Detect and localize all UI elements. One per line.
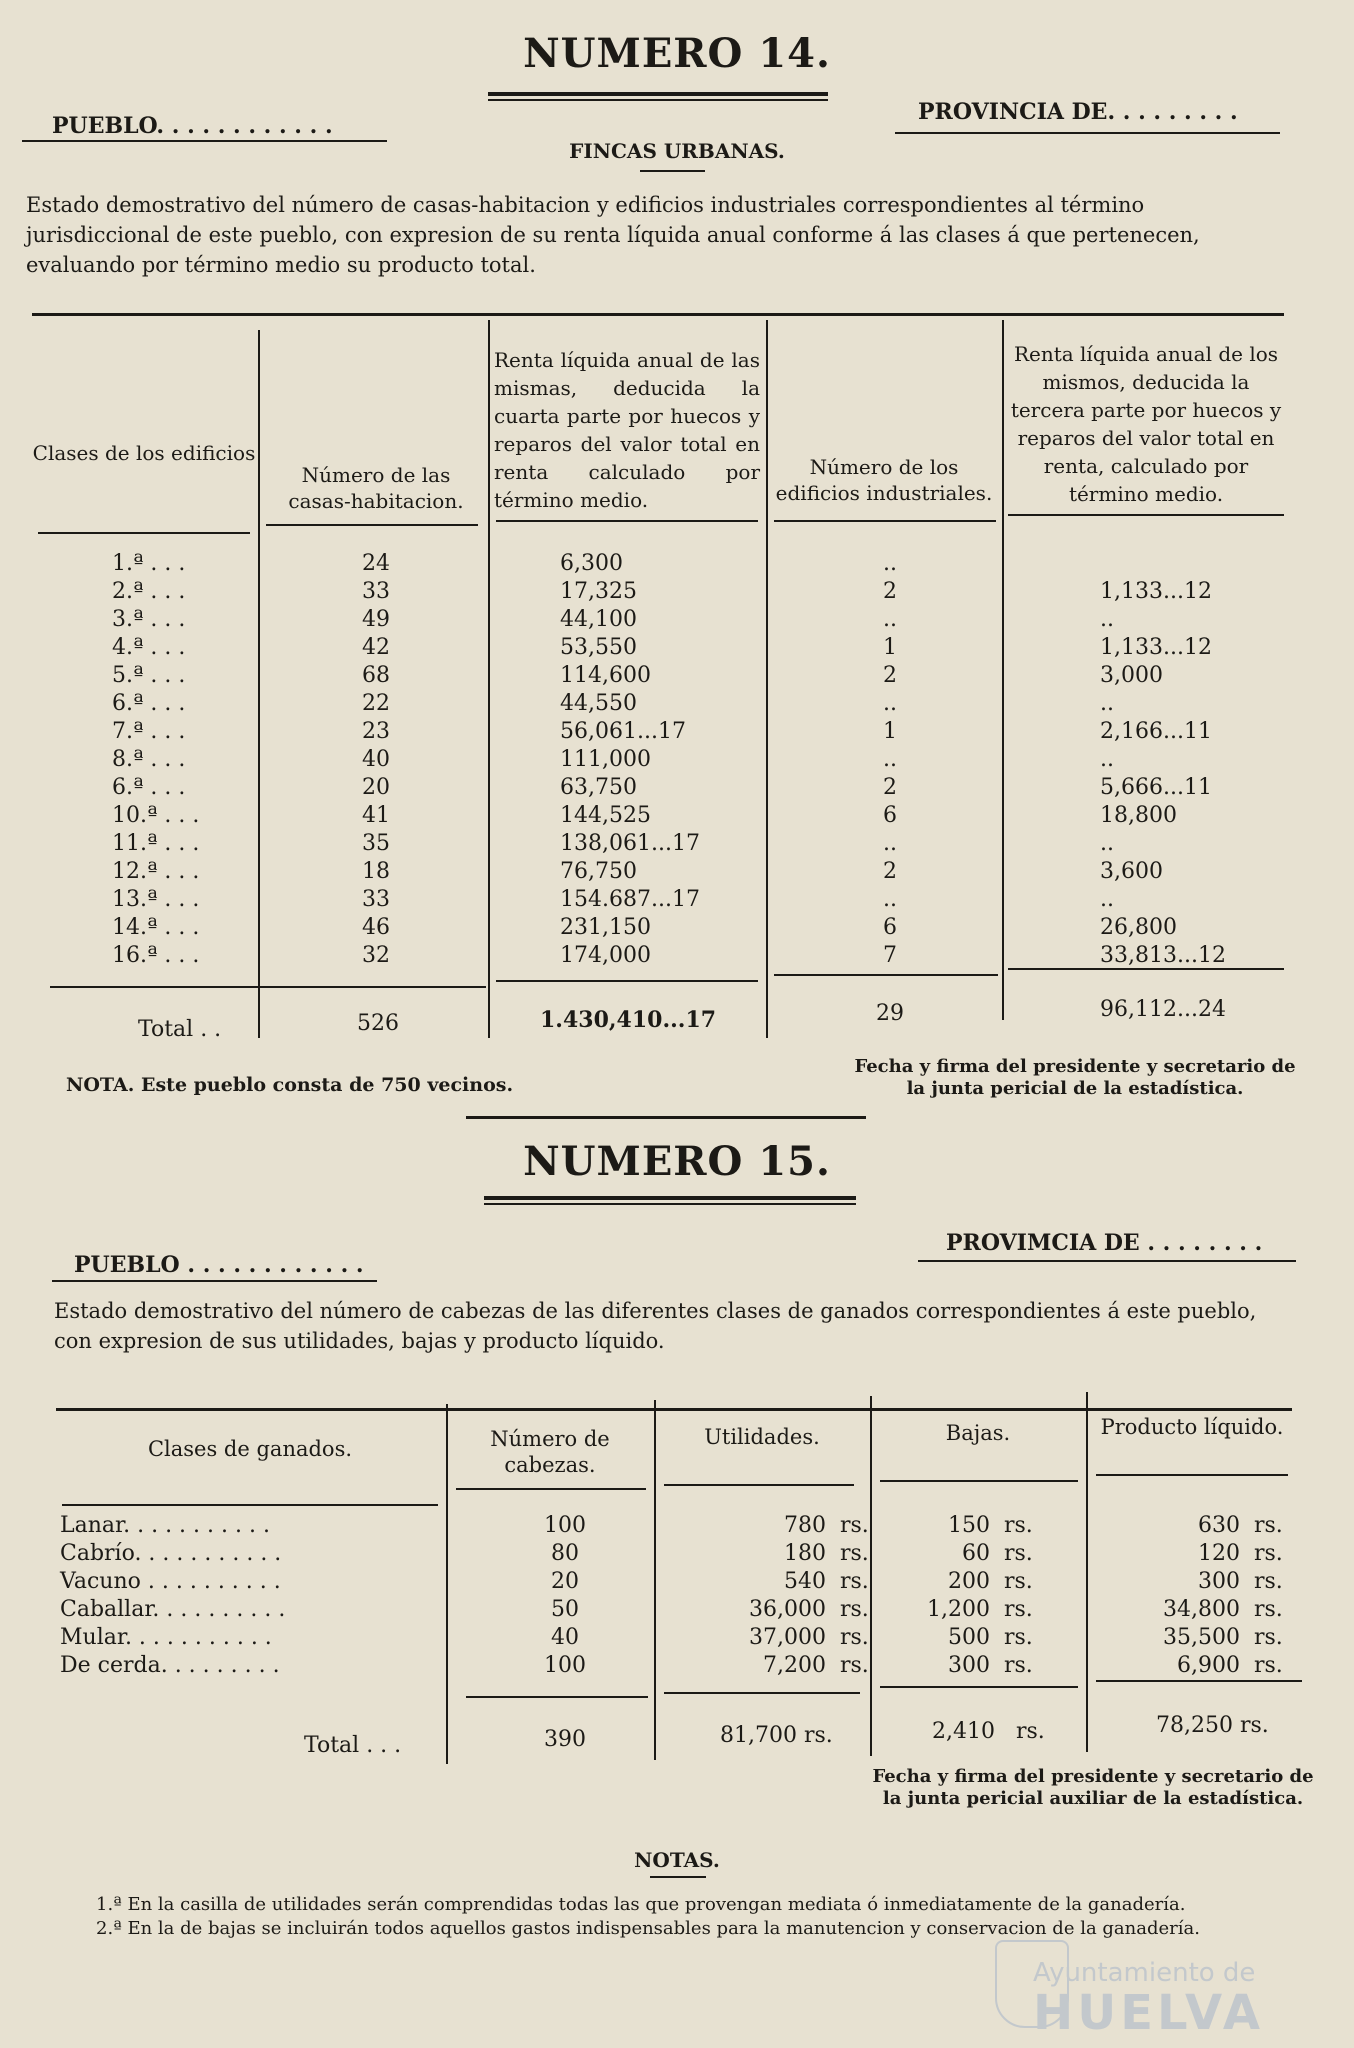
row-casas: 41 (362, 803, 390, 828)
col-edificios: Número de los edificios industriales. (775, 455, 993, 505)
row-producto (1100, 1596, 1283, 1624)
row-utilidades (676, 1624, 869, 1652)
row-casas: 24 (362, 551, 390, 576)
row-utilidades (676, 1596, 869, 1624)
unit-label: rs. (1004, 1513, 1033, 1538)
title-14: NUMERO 14. (523, 30, 831, 77)
row-edificios: .. (883, 831, 897, 856)
description-15: Estado demostrativo del número de cabezas de las diferentes clases de ganados correspondientes á este pueblo, con expresion de sus utilidades, bajas y producto líquido. (54, 1299, 1257, 1353)
watermark (1033, 1958, 1264, 2041)
total-renta-edificios: 96,112...24 (1100, 997, 1226, 1022)
row-cabezas: 80 (551, 1541, 579, 1566)
row-casas: 40 (362, 747, 390, 772)
row-casas: 49 (362, 607, 390, 632)
header-rule (266, 524, 478, 526)
separator-rule (466, 1116, 866, 1119)
row-renta-edificios: .. (1100, 831, 1114, 856)
unit-label: rs. (1004, 1569, 1033, 1594)
row-bajas (880, 1568, 1033, 1596)
col-producto: Producto líquido. (1100, 1415, 1284, 1439)
header-rule (38, 532, 250, 534)
row-clase: 6.ª . . . (112, 775, 186, 800)
row-clase: 16.ª . . . (112, 943, 200, 968)
total-rule (664, 1692, 860, 1694)
row-renta-edificios: 26,800 (1100, 915, 1177, 940)
row-renta-casas: 63,750 (560, 775, 637, 800)
row-renta-edificios: 5,666...11 (1100, 775, 1212, 800)
unit-label: rs. (840, 1541, 869, 1566)
total-label-14: Total . . (138, 1017, 222, 1042)
row-edificios: .. (883, 887, 897, 912)
row-clase: 14.ª . . . (112, 915, 200, 940)
row-edificios: 2 (883, 859, 897, 884)
row-renta-edificios: .. (1100, 747, 1114, 772)
col-clases-edificios: Clases de los edificios (32, 441, 256, 465)
table15-vline (1086, 1392, 1088, 1752)
row-casas: 18 (362, 859, 390, 884)
row-casas: 33 (362, 579, 390, 604)
firma-15: Fecha y firma del presidente y secretario de la junta pericial auxiliar de la estadística. (872, 1766, 1314, 1809)
total-utilidades: 81,700 rs. (720, 1723, 833, 1748)
row-bajas-value: 150 (948, 1513, 990, 1538)
row-bajas-value: 60 (962, 1541, 990, 1566)
header-rule (664, 1484, 854, 1486)
row-bajas-value: 500 (948, 1625, 990, 1650)
total-rule (1096, 1680, 1302, 1682)
row-bajas-value: 200 (948, 1569, 990, 1594)
header-rule (880, 1480, 1078, 1482)
row-producto (1100, 1652, 1283, 1680)
unit-label: rs. (1004, 1597, 1033, 1622)
unit-label: rs. (1254, 1569, 1283, 1594)
nota-1: 1.ª En la casilla de utilidades serán comprendidas todas las que provengan mediata ó inmediatamente de la ganadería. (96, 1894, 1186, 1915)
row-utilidades-value: 180 (784, 1541, 826, 1566)
row-clase: 13.ª . . . (112, 887, 200, 912)
col-bajas: Bajas. (945, 1421, 1011, 1445)
row-edificios: 1 (883, 719, 897, 744)
row-bajas (880, 1540, 1033, 1568)
unit-label: rs. (1004, 1653, 1033, 1678)
row-utilidades-value: 37,000 (749, 1625, 826, 1650)
title-rule (488, 92, 828, 96)
unit-label: rs. (1004, 1625, 1033, 1650)
unit-label: rs. (840, 1653, 869, 1678)
row-renta-casas: 53,550 (560, 635, 637, 660)
unit-label: rs. (1254, 1541, 1283, 1566)
watermark-line2: HUELVA (1033, 1985, 1264, 2041)
row-edificios: .. (883, 747, 897, 772)
total-rule (1008, 968, 1284, 970)
row-bajas (880, 1512, 1033, 1540)
row-clase: 2.ª . . . (112, 579, 186, 604)
header-rule (456, 1488, 646, 1490)
row-edificios: .. (883, 551, 897, 576)
row-renta-casas: 174,000 (560, 943, 651, 968)
col-renta-edificios: Renta líquida anual de los mismos, deducida la tercera parte por huecos y reparos del valor total en renta, calculado por término medio. (1010, 342, 1282, 506)
subtitle-rule (640, 170, 705, 172)
unit-label: rs. (840, 1597, 869, 1622)
row-clase: 8.ª . . . (112, 747, 186, 772)
table14-vline (258, 330, 260, 1038)
row-renta-casas: 44,100 (560, 607, 637, 632)
row-casas: 22 (362, 691, 390, 716)
row-renta-edificios: .. (1100, 607, 1114, 632)
row-clase: 3.ª . . . (112, 607, 186, 632)
unit-label: rs. (1254, 1597, 1283, 1622)
row-utilidades-value: 540 (784, 1569, 826, 1594)
col-casas: Número de las casas-habitacion. (288, 463, 464, 513)
total-rule (50, 986, 486, 988)
row-clase: 10.ª . . . (112, 803, 200, 828)
provincia-label-15: PROVIMCIA DE . . . . . . . . (946, 1230, 1263, 1256)
unit-label: rs. (840, 1513, 869, 1538)
col-clases-ganados: Clases de ganados. (147, 1437, 353, 1461)
row-utilidades (676, 1568, 869, 1596)
description-14: Estado demostrativo del número de casas-habitacion y edificios industriales correspondientes al término jurisdiccional de este pueblo, con expresion de su renta líquida anual conforme á las clases á que pertenecen, evaluando por término medio su producto total. (26, 193, 1200, 277)
header-rule (1096, 1474, 1288, 1476)
pueblo-label-15: PUEBLO . . . . . . . . . . . . (74, 1252, 364, 1278)
firma-14: Fecha y firma del presidente y secretario de la junta pericial de la estadística. (854, 1056, 1296, 1099)
row-utilidades (676, 1652, 869, 1680)
total-rule (496, 980, 758, 982)
row-utilidades-value: 7,200 (763, 1653, 826, 1678)
row-cabezas: 100 (544, 1653, 586, 1678)
row-edificios: 2 (883, 775, 897, 800)
table14-vline (766, 320, 768, 1038)
row-cabezas: 20 (551, 1569, 579, 1594)
table15-vline (870, 1396, 872, 1756)
row-clase: 7.ª . . . (112, 719, 186, 744)
row-clase-ganado: Cabrío. . . . . . . . . . . (60, 1541, 282, 1566)
provincia-rule (918, 1260, 1296, 1262)
row-casas: 68 (362, 663, 390, 688)
row-edificios: 1 (883, 635, 897, 660)
total-edificios: 29 (876, 1001, 904, 1026)
table14-top-rule (32, 313, 1284, 316)
row-edificios: 7 (883, 943, 897, 968)
table15-vline (446, 1404, 448, 1764)
row-renta-casas: 76,750 (560, 859, 637, 884)
row-utilidades (676, 1512, 869, 1540)
title-rule (484, 1203, 856, 1205)
provincia-rule (895, 132, 1280, 134)
col-cabezas: Número de cabezas. (490, 1427, 610, 1477)
row-renta-casas: 56,061...17 (560, 719, 686, 744)
row-edificios: 6 (883, 803, 897, 828)
table15-vline (654, 1400, 656, 1760)
row-renta-edificios: 33,813...12 (1100, 943, 1226, 968)
row-clase-ganado: Mular. . . . . . . . . . . (60, 1625, 272, 1650)
row-renta-edificios: 3,000 (1100, 663, 1163, 688)
row-renta-edificios: 2,166...11 (1100, 719, 1212, 744)
notas-title: NOTAS. (634, 1848, 720, 1872)
unit-label: rs. (1254, 1513, 1283, 1538)
row-producto (1100, 1540, 1283, 1568)
row-renta-casas: 144,525 (560, 803, 651, 828)
row-utilidades-value: 36,000 (749, 1597, 826, 1622)
row-casas: 32 (362, 943, 390, 968)
row-renta-edificios: .. (1100, 887, 1114, 912)
row-producto-value: 630 (1198, 1513, 1240, 1538)
table14-vline (488, 320, 490, 1038)
row-edificios: .. (883, 607, 897, 632)
header-rule (62, 1504, 438, 1506)
total-producto: 78,250 rs. (1156, 1713, 1269, 1738)
total-rule (880, 1686, 1078, 1688)
row-clase: 5.ª . . . (112, 663, 186, 688)
row-renta-edificios: .. (1100, 691, 1114, 716)
col-utilidades: Utilidades. (704, 1425, 820, 1449)
row-renta-edificios: 3,600 (1100, 859, 1163, 884)
nota-14: NOTA. Este pueblo consta de 750 vecinos. (66, 1074, 514, 1096)
row-edificios: 6 (883, 915, 897, 940)
header-rule (496, 520, 758, 522)
table14-vline (1002, 320, 1004, 1020)
title-15: NUMERO 15. (523, 1138, 831, 1185)
subtitle-fincas: FINCAS URBANAS. (569, 139, 785, 163)
row-casas: 35 (362, 831, 390, 856)
row-renta-casas: 114,600 (560, 663, 651, 688)
nota-2: 2.ª En la de bajas se incluirán todos aquellos gastos indispensables para la manutencion y conservacion de la ganadería. (96, 1918, 1200, 1939)
pueblo-label: PUEBLO. . . . . . . . . . . . (52, 113, 333, 139)
notas-rule (650, 1876, 706, 1878)
row-clase: 6.ª . . . (112, 691, 186, 716)
unit-label: rs. (1254, 1653, 1283, 1678)
row-casas: 33 (362, 887, 390, 912)
row-renta-casas: 138,061...17 (560, 831, 700, 856)
row-casas: 20 (362, 775, 390, 800)
row-renta-edificios: 1,133...12 (1100, 635, 1212, 660)
row-clase-ganado: Vacuno . . . . . . . . . . (60, 1569, 281, 1594)
row-cabezas: 100 (544, 1513, 586, 1538)
row-cabezas: 50 (551, 1597, 579, 1622)
row-producto (1100, 1512, 1283, 1540)
watermark-line1: Ayuntamiento de (1033, 1958, 1256, 1988)
row-clase: 4.ª . . . (112, 635, 186, 660)
row-renta-casas: 154.687...17 (560, 887, 700, 912)
row-cabezas: 40 (551, 1625, 579, 1650)
row-renta-casas: 44,550 (560, 691, 637, 716)
unit-label: rs. (1254, 1625, 1283, 1650)
row-casas: 23 (362, 719, 390, 744)
row-producto-value: 35,500 (1163, 1625, 1240, 1650)
row-renta-edificios: 1,133...12 (1100, 579, 1212, 604)
total-label-15: Total . . . (304, 1733, 402, 1758)
provincia-label: PROVINCIA DE. . . . . . . . . (918, 99, 1238, 125)
row-edificios: .. (883, 691, 897, 716)
row-clase-ganado: De cerda. . . . . . . . . (60, 1653, 280, 1678)
total-renta-casas: 1.430,410...17 (540, 1007, 717, 1033)
row-bajas-value: 300 (948, 1653, 990, 1678)
row-producto-value: 34,800 (1163, 1597, 1240, 1622)
total-rule (466, 1696, 648, 1698)
row-casas: 42 (362, 635, 390, 660)
row-renta-casas: 111,000 (560, 747, 651, 772)
row-edificios: 2 (883, 663, 897, 688)
header-rule (1008, 514, 1284, 516)
unit-label: rs. (1004, 1541, 1033, 1566)
row-edificios: 2 (883, 579, 897, 604)
row-bajas-value: 1,200 (927, 1597, 990, 1622)
row-renta-casas: 17,325 (560, 579, 637, 604)
row-utilidades-value: 780 (784, 1513, 826, 1538)
header-rule (774, 520, 996, 522)
row-bajas (880, 1624, 1033, 1652)
row-clase: 1.ª . . . (112, 551, 186, 576)
total-casas: 526 (357, 1011, 399, 1036)
row-producto-value: 300 (1198, 1569, 1240, 1594)
title-rule (488, 99, 828, 101)
row-producto (1100, 1624, 1283, 1652)
row-renta-casas: 6,300 (560, 551, 623, 576)
total-cabezas: 390 (544, 1727, 586, 1752)
row-casas: 46 (362, 915, 390, 940)
row-renta-edificios: 18,800 (1100, 803, 1177, 828)
row-clase-ganado: Lanar. . . . . . . . . . . (60, 1513, 270, 1538)
row-producto-value: 6,900 (1177, 1653, 1240, 1678)
total-rule (774, 974, 998, 976)
unit-label: rs. (840, 1625, 869, 1650)
row-producto (1100, 1568, 1283, 1596)
row-clase-ganado: Caballar. . . . . . . . . . (60, 1597, 286, 1622)
table15-top-rule (56, 1408, 1292, 1411)
row-producto-value: 120 (1198, 1541, 1240, 1566)
pueblo-rule (52, 1280, 377, 1282)
row-bajas (880, 1596, 1033, 1624)
row-clase: 11.ª . . . (112, 831, 200, 856)
unit-label: rs. (840, 1569, 869, 1594)
title-rule (484, 1196, 856, 1200)
row-clase: 12.ª . . . (112, 859, 200, 884)
row-utilidades (676, 1540, 869, 1568)
col-renta-casas: Renta líquida anual de las mismas, deducida la cuarta parte por huecos y reparos del valor total en renta calculado por término medio. (494, 348, 760, 512)
total-bajas: 2,410 rs. (932, 1719, 1045, 1744)
row-renta-casas: 231,150 (560, 915, 651, 940)
row-bajas (880, 1652, 1033, 1680)
